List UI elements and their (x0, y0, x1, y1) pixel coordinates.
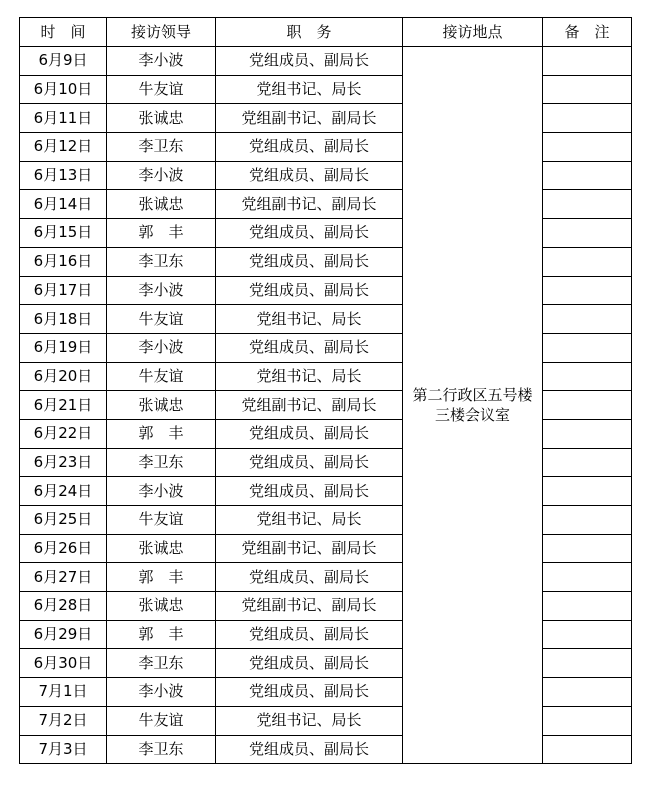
leader-cell: 李小波 (107, 678, 216, 707)
reception-schedule-table (19, 17, 632, 764)
leader-cell: 牛友谊 (107, 706, 216, 735)
leader-cell: 李卫东 (107, 247, 216, 276)
date-cell: 6月25日 (20, 506, 107, 535)
leader-cell: 李小波 (107, 161, 216, 190)
position-cell: 党组成员、副局长 (216, 678, 403, 707)
note-cell (543, 190, 632, 219)
position-cell: 党组副书记、副局长 (216, 104, 403, 133)
position-cell: 党组副书记、副局长 (216, 534, 403, 563)
leader-cell: 牛友谊 (107, 75, 216, 104)
note-cell (543, 678, 632, 707)
note-cell (543, 620, 632, 649)
leader-cell: 郭 丰 (107, 563, 216, 592)
position-cell: 党组成员、副局长 (216, 247, 403, 276)
header-place: 接访地点 (403, 18, 543, 47)
date-cell: 6月26日 (20, 534, 107, 563)
note-cell (543, 534, 632, 563)
date-cell: 6月19日 (20, 333, 107, 362)
note-cell (543, 219, 632, 248)
date-cell: 6月27日 (20, 563, 107, 592)
position-cell: 党组书记、局长 (216, 305, 403, 334)
date-cell: 6月10日 (20, 75, 107, 104)
header-time: 时 间 (20, 18, 107, 47)
leader-cell: 张诚忠 (107, 391, 216, 420)
date-cell: 6月23日 (20, 448, 107, 477)
note-cell (543, 477, 632, 506)
position-cell: 党组成员、副局长 (216, 133, 403, 162)
place-cell: 第二行政区五号楼三楼会议室 (403, 47, 543, 764)
table-header (20, 18, 632, 47)
leader-cell: 张诚忠 (107, 534, 216, 563)
leader-cell: 牛友谊 (107, 362, 216, 391)
date-cell: 6月29日 (20, 620, 107, 649)
date-cell: 6月13日 (20, 161, 107, 190)
position-cell: 党组书记、局长 (216, 362, 403, 391)
position-cell: 党组成员、副局长 (216, 333, 403, 362)
date-cell: 6月30日 (20, 649, 107, 678)
position-cell: 党组成员、副局长 (216, 735, 403, 764)
note-cell (543, 161, 632, 190)
note-cell (543, 276, 632, 305)
header-leader: 接访领导 (107, 18, 216, 47)
date-cell: 6月11日 (20, 104, 107, 133)
note-cell (543, 47, 632, 76)
note-cell (543, 247, 632, 276)
table-row (20, 47, 632, 76)
leader-cell: 郭 丰 (107, 219, 216, 248)
header-position: 职 务 (216, 18, 403, 47)
date-cell: 7月3日 (20, 735, 107, 764)
position-cell: 党组副书记、副局长 (216, 592, 403, 621)
position-cell: 党组书记、局长 (216, 75, 403, 104)
leader-cell: 郭 丰 (107, 620, 216, 649)
note-cell (543, 735, 632, 764)
note-cell (543, 133, 632, 162)
date-cell: 6月21日 (20, 391, 107, 420)
date-cell: 6月9日 (20, 47, 107, 76)
leader-cell: 牛友谊 (107, 506, 216, 535)
date-cell: 6月28日 (20, 592, 107, 621)
date-cell: 6月17日 (20, 276, 107, 305)
position-cell: 党组成员、副局长 (216, 448, 403, 477)
note-cell (543, 75, 632, 104)
leader-cell: 李卫东 (107, 735, 216, 764)
position-cell: 党组成员、副局长 (216, 47, 403, 76)
date-cell: 6月14日 (20, 190, 107, 219)
leader-cell: 张诚忠 (107, 190, 216, 219)
header-note: 备 注 (543, 18, 632, 47)
leader-cell: 李卫东 (107, 448, 216, 477)
note-cell (543, 649, 632, 678)
leader-cell: 李小波 (107, 47, 216, 76)
date-cell: 6月24日 (20, 477, 107, 506)
leader-cell: 李卫东 (107, 649, 216, 678)
leader-cell: 李小波 (107, 333, 216, 362)
note-cell (543, 333, 632, 362)
header-row (20, 18, 632, 47)
position-cell: 党组成员、副局长 (216, 219, 403, 248)
note-cell (543, 706, 632, 735)
position-cell: 党组成员、副局长 (216, 620, 403, 649)
date-cell: 6月12日 (20, 133, 107, 162)
position-cell: 党组书记、局长 (216, 706, 403, 735)
leader-cell: 郭 丰 (107, 419, 216, 448)
date-cell: 6月15日 (20, 219, 107, 248)
note-cell (543, 305, 632, 334)
note-cell (543, 592, 632, 621)
note-cell (543, 563, 632, 592)
position-cell: 党组成员、副局长 (216, 563, 403, 592)
note-cell (543, 419, 632, 448)
date-cell: 7月2日 (20, 706, 107, 735)
note-cell (543, 506, 632, 535)
note-cell (543, 104, 632, 133)
date-cell: 6月22日 (20, 419, 107, 448)
leader-cell: 张诚忠 (107, 592, 216, 621)
position-cell: 党组书记、局长 (216, 506, 403, 535)
position-cell: 党组副书记、副局长 (216, 391, 403, 420)
leader-cell: 李卫东 (107, 133, 216, 162)
date-cell: 6月16日 (20, 247, 107, 276)
position-cell: 党组成员、副局长 (216, 419, 403, 448)
table-body (20, 47, 632, 764)
position-cell: 党组成员、副局长 (216, 477, 403, 506)
date-cell: 6月20日 (20, 362, 107, 391)
note-cell (543, 391, 632, 420)
note-cell (543, 448, 632, 477)
leader-cell: 李小波 (107, 276, 216, 305)
date-cell: 6月18日 (20, 305, 107, 334)
position-cell: 党组副书记、副局长 (216, 190, 403, 219)
leader-cell: 张诚忠 (107, 104, 216, 133)
position-cell: 党组成员、副局长 (216, 649, 403, 678)
note-cell (543, 362, 632, 391)
date-cell: 7月1日 (20, 678, 107, 707)
leader-cell: 李小波 (107, 477, 216, 506)
position-cell: 党组成员、副局长 (216, 276, 403, 305)
position-cell: 党组成员、副局长 (216, 161, 403, 190)
leader-cell: 牛友谊 (107, 305, 216, 334)
